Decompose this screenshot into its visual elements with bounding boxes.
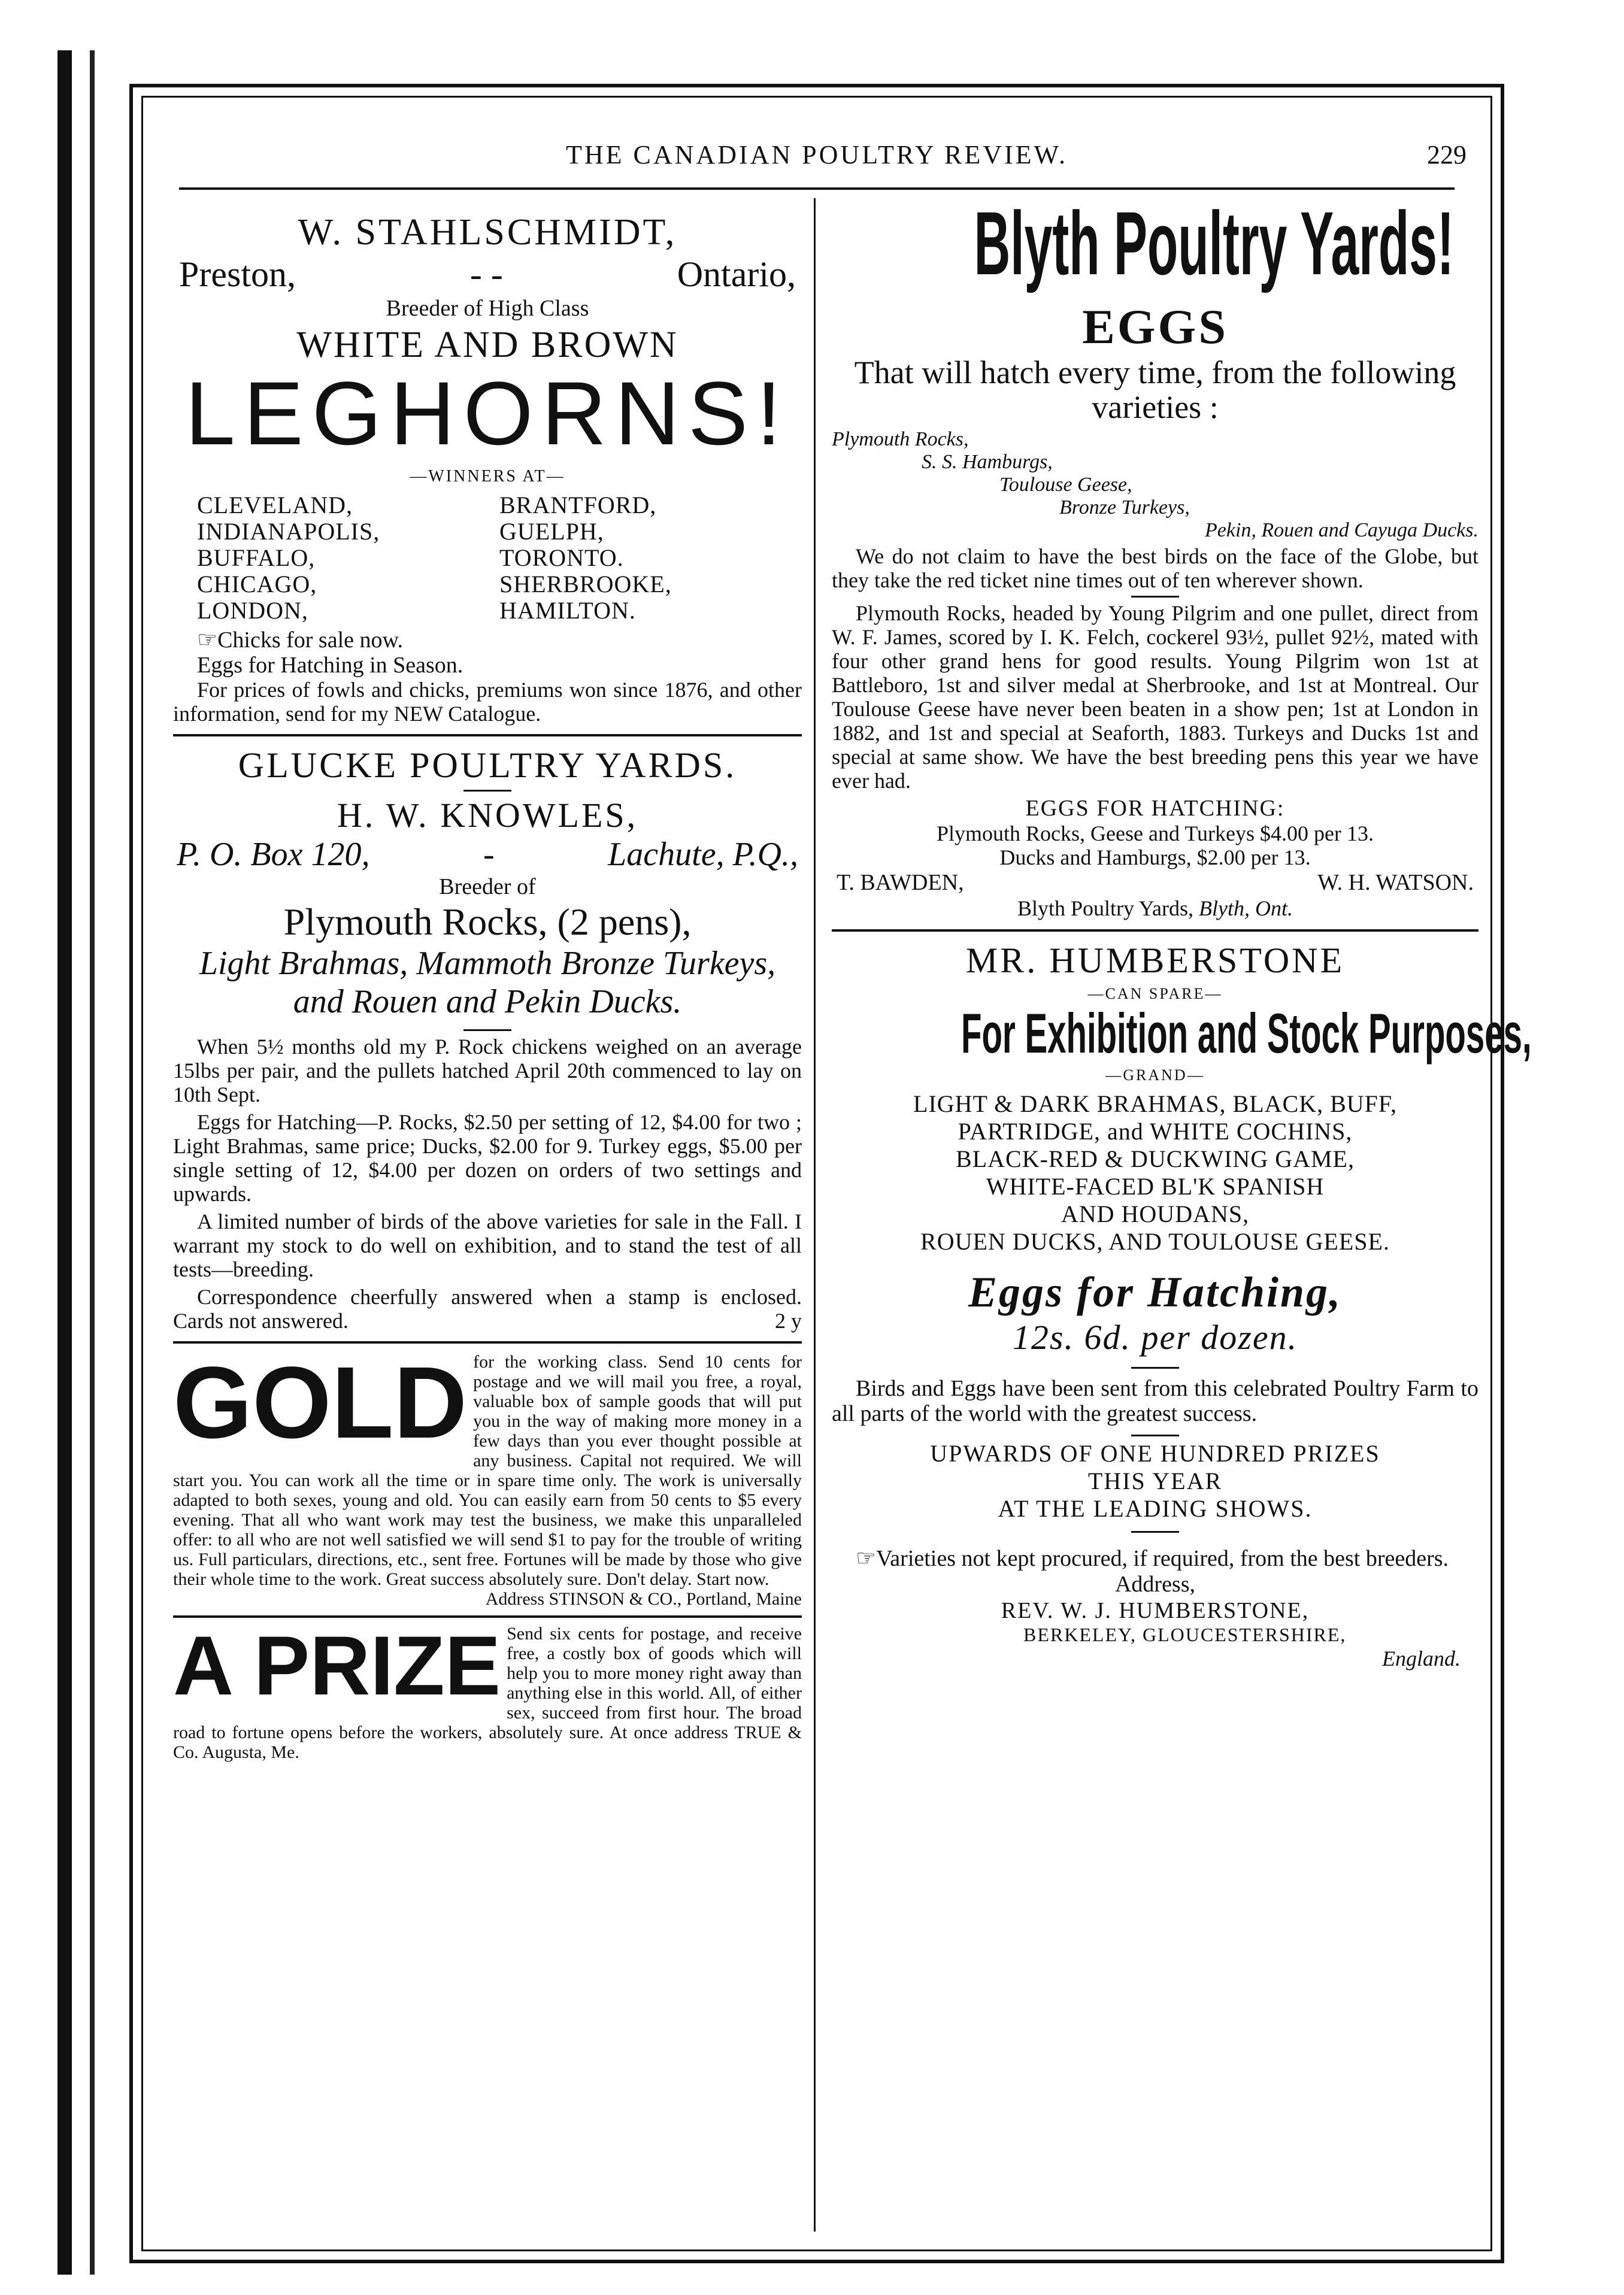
price-line-2: Ducks and Hamburgs, $2.00 per 13. [999, 845, 1311, 869]
egg-prices: Eggs for Hatching—P. Rocks, $2.50 per setting of 12, $4.00 for two ; Light Brahmas, same price; Ducks, $2.00 for 9. Turkey eggs, $5.00 per single setting of 12, $4.00 per dozen on orders of two settings and upwards. [173, 1109, 802, 1206]
humberstone-ad [832, 940, 1532, 1671]
winner-cities [173, 492, 802, 624]
blyth-ad [832, 193, 1478, 921]
dash: - [483, 835, 495, 873]
ad-divider [173, 1341, 802, 1344]
prize-ad [173, 1618, 802, 1762]
yards-title: GLUCKE POULTRY YARDS. [238, 745, 737, 785]
hatch-line: That will hatch every time, from the following varieties : [854, 354, 1456, 425]
prizes-line: THIS YEAR [1087, 1468, 1223, 1494]
prizes [832, 1440, 1478, 1523]
page-frame [129, 84, 1532, 2263]
variety: S. S. Hamburgs, [922, 451, 1053, 473]
cities-left [197, 492, 499, 624]
ad-divider [173, 734, 802, 736]
chickens-weight: When 5½ months old my P. Rock chickens weighed on an average 15lbs per pair, and the pullets hatched April 20th commenced to lay on 10th Sept. [173, 1034, 802, 1106]
reverend-name: REV. W. J. HUMBERSTONE, [1001, 1598, 1310, 1623]
limited-birds: A limited number of birds of the above varieties for sale in the Fall. I warrant my stock to do well on exhibition, and to stand the test of all tests—breeding. [173, 1209, 802, 1281]
eggs-for-hatching: Eggs for Hatching, [968, 1268, 1343, 1316]
city: LONDON, [197, 596, 308, 624]
place: Lachute, P.Q., [608, 835, 798, 873]
ad-divider [832, 929, 1478, 932]
correspondence-text: Correspondence cheerfully answered when a stamp is enclosed. Cards not answered. [173, 1284, 802, 1333]
plymouth-text: Plymouth Rocks, headed by Young Pilgrim and one pullet, direct from W. F. James, scored by I. K. Felch, cockerel 93½, pullet 92½, mated with four other grand hens for good results. Young Pilgrim won 1st at Battleboro, 1st and silver medal at Sherbrooke, and 1st at Montreal. Our Toulouse Geese have never been beaten in a show pen; 1st at London in 1882, and 1st and special at Seaforth, 1883. Turkeys and Ducks 1st and special at same show. We have the best breeding pens this year we have ever had. [832, 601, 1478, 793]
eggs-heading: EGGS [1082, 299, 1228, 354]
breeds-list: Light Brahmas, Mammoth Bronze Turkeys, and Rouen and Pekin Ducks. [199, 944, 776, 1020]
page-inner-frame [141, 96, 1532, 2251]
address-label: Address, [1114, 1572, 1196, 1597]
prize-heading: A PRIZE [173, 1618, 501, 1712]
purpose-wrap [832, 1002, 1532, 1065]
short-rule [1131, 1531, 1179, 1533]
leghorns-heading: LEGHORNS! [185, 363, 790, 463]
success-text: Birds and Eggs have been sent from this celebrated Poultry Farm to all parts of the world with the greatest success. [832, 1376, 1478, 1426]
short-rule [1131, 1435, 1179, 1436]
owners [832, 869, 1478, 896]
address-line [173, 254, 802, 295]
breed: AND HOUDANS, [1061, 1200, 1250, 1227]
ad-divider [173, 1615, 802, 1618]
header-rule [179, 187, 1455, 190]
price-line-1: Plymouth Rocks, Geese and Turkeys $4.00 per 13. [937, 821, 1374, 845]
can-spare: —CAN SPARE— [1087, 985, 1223, 1002]
yards-name: Blyth Poultry Yards, [1017, 896, 1194, 920]
running-head [143, 140, 1490, 175]
gold-ad [173, 1345, 802, 1609]
variety: Bronze Turkeys, [1059, 496, 1190, 519]
prices-notice: For prices of fowls and chicks, premiums won since 1876, and other information, send for my NEW Catalogue. [173, 677, 802, 726]
address-line [173, 835, 802, 874]
stahlschmidt-ad [173, 211, 802, 726]
egg-price: 12s. 6d. per dozen. [1012, 1318, 1298, 1357]
column-divider [814, 198, 816, 2232]
gold-heading: GOLD [173, 1345, 468, 1460]
gold-ad-address: Address STINSON & CO., Portland, Maine [485, 1588, 802, 1609]
po-box: P. O. Box 120, [177, 835, 370, 873]
breed: ROUEN DUCKS, AND TOULOUSE GEESE. [920, 1228, 1390, 1255]
binding-edge [57, 50, 72, 2275]
left-column [173, 198, 802, 1762]
breed: BLACK-RED & DUCKWING GAME, [956, 1145, 1355, 1172]
right-column [832, 193, 1532, 1671]
eggs-hatching-head: EGGS FOR HATCHING: [1025, 796, 1285, 821]
correspondence [173, 1285, 802, 1333]
insertion-code: 2 y [775, 1308, 802, 1333]
variety: Toulouse Geese, [999, 474, 1132, 496]
short-rule [463, 790, 511, 792]
breed: LIGHT & DARK BRAHMAS, BLACK, BUFF, [913, 1090, 1397, 1117]
blyth-title: Blyth Poultry Yards! [974, 193, 1454, 293]
city: TORONTO. [499, 544, 624, 571]
purpose-heading: For Exhibition and Stock Purposes, [961, 1002, 1532, 1065]
city: CLEVELAND, [197, 491, 353, 519]
city: CHICAGO, [197, 570, 317, 598]
breeder-label: Breeder of [439, 874, 536, 899]
cities-right [499, 492, 802, 624]
plymouth-rocks: Plymouth Rocks, (2 pens), [283, 900, 692, 943]
breed-line: WHITE AND BROWN [296, 325, 678, 365]
journal-title: THE CANADIAN POULTRY REVIEW. [566, 140, 1068, 169]
short-rule [463, 1029, 511, 1031]
glucke-ad [173, 745, 802, 1333]
varieties-notice: ☞Varieties not kept procured, if required, from the best breeders. [856, 1546, 1449, 1571]
grand-label: —GRAND— [1105, 1066, 1205, 1084]
city: GUELPH, [499, 517, 604, 545]
advertiser-name: W. STAHLSCHMIDT, [298, 212, 677, 253]
location: BERKELEY, GLOUCESTERSHIRE, [1023, 1624, 1347, 1645]
breed: WHITE-FACED BL'K SPANISH [986, 1173, 1325, 1200]
city: HAMILTON. [499, 596, 636, 624]
breed-list [832, 1090, 1478, 1256]
varieties-list [832, 428, 1478, 542]
short-rule [1131, 596, 1179, 598]
province: Ontario, [677, 254, 796, 294]
chicks-notice: ☞Chicks for sale now. [197, 627, 403, 653]
short-rule [1131, 1367, 1179, 1369]
town: Blyth, Ont. [1199, 896, 1293, 920]
variety: Pekin, Rouen and Cayuga Ducks. [1205, 519, 1478, 541]
dash: - - [469, 254, 503, 294]
variety: Plymouth Rocks, [832, 428, 969, 450]
claim-text: We do not claim to have the best birds on the face of the Globe, but they take the red ticket nine times out of ten wherever shown. [832, 544, 1478, 592]
winners-label: —WINNERS AT— [410, 466, 565, 486]
gold-ad-text: for the working class. Send 10 cents for postage and we will mail you free, a royal, valuable box of sample goods that will put you in the way of making more money in a few days than you ever thought possible at any business. Capital not required. We will start you. You can work all the time or in spare time only. The work is universally adapted to both sexes, young and old. You can easily earn from 50 cents to $5 every evening. That all who want work may test the business, we make this unparalleled offer: to all who are not well satisfied we will send $1 to pay for the trouble of writing us. Full particulars, directions, etc., sent free. Fortunes will be made by those who give their whole time to the work. Great success absolutely sure. Don't delay. Start now. [173, 1351, 802, 1589]
city: INDIANAPOLIS, [197, 517, 380, 545]
binding-line [90, 50, 95, 2275]
city: BRANTFORD, [499, 491, 657, 519]
city: BUFFALO, [197, 544, 316, 571]
owner: W. H. WATSON. [1317, 870, 1474, 895]
prizes-line: AT THE LEADING SHOWS. [998, 1495, 1313, 1522]
blyth-location [832, 896, 1478, 921]
breed: PARTRIDGE, and WHITE COCHINS, [958, 1118, 1353, 1145]
town: Preston, [179, 254, 296, 294]
breeder-name: H. W. KNOWLES, [337, 795, 638, 835]
eggs-notice: Eggs for Hatching in Season. [197, 652, 463, 678]
blyth-title-wrap [832, 193, 1478, 293]
owner: T. BAWDEN, [837, 870, 964, 895]
page-number: 229 [1427, 140, 1467, 169]
prizes-line: UPWARDS OF ONE HUNDRED PRIZES [930, 1440, 1380, 1467]
city: SHERBROOKE, [499, 570, 672, 598]
country: England. [1382, 1647, 1461, 1671]
prize-ad-text: Send six cents for postage, and receive free, a costly box of goods which will help you to more money right away than anything else in this world. All, of either sex, succeed from first hour. The broad road to fortune opens before the workers, absolutely sure. At once address TRUE & Co. Augusta, Me. [173, 1623, 802, 1762]
advertiser-name: MR. HUMBERSTONE [965, 941, 1345, 980]
breeder-line: Breeder of High Class [386, 296, 589, 321]
